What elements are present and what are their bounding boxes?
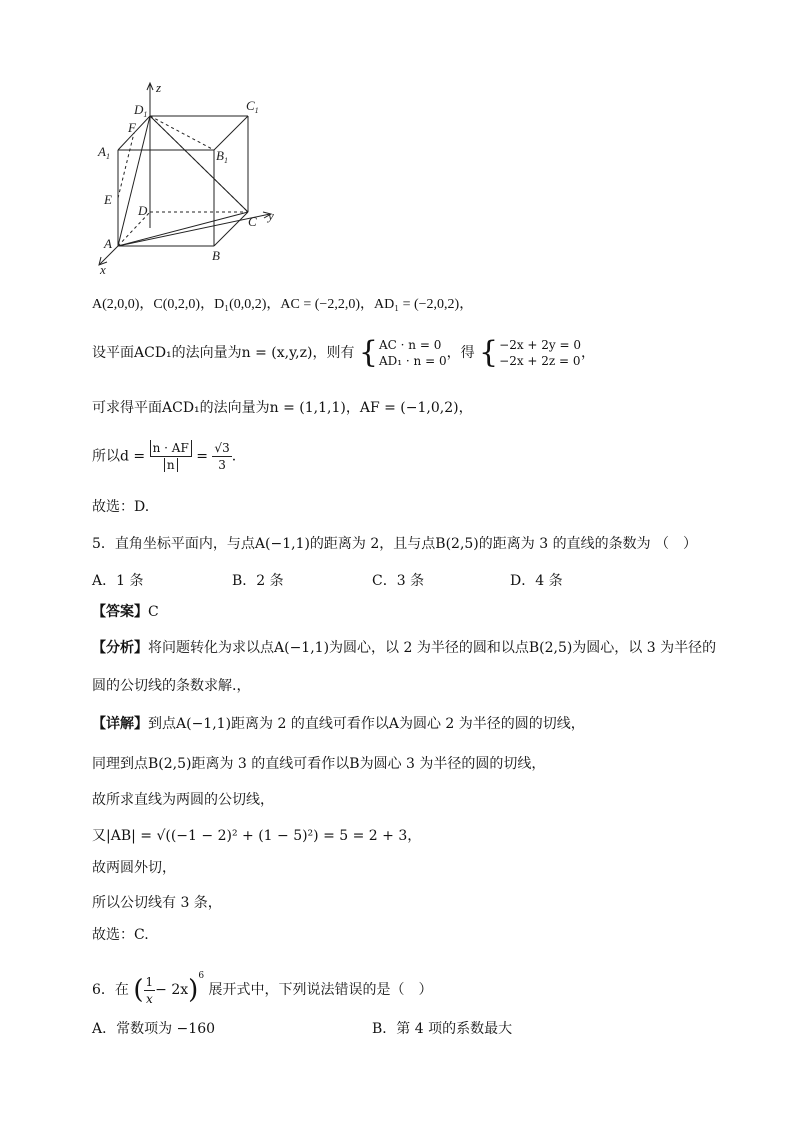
label-D: D [138, 203, 148, 218]
detail-line-2: 同理到点B(2,5)距离为 3 的直线可看作以B为圆心 3 为半径的圆的切线， [92, 756, 546, 772]
dashed-D1-B1 [150, 116, 214, 150]
dashed-E-F [118, 133, 134, 198]
analysis-line-1: 【分析】将问题转化为求以点A(−1,1)为圆心，以 2 为半径的圆和以点B(2,5)为圆心，以 3 为半径的 [92, 640, 717, 656]
answer-tag: 【答案】 [92, 604, 148, 620]
label-C1: $C_1$ [246, 98, 259, 115]
q4-choice: 故选：D. [92, 499, 150, 515]
normal-end: ， [581, 345, 596, 361]
label-B: B [212, 248, 220, 263]
distance-line: 所以d = $\frac{n \cdot AF}{n}$ = $\frac{√3}{3}$ . [92, 441, 237, 472]
analysis-line-2: 圆的公切线的条数求解.， [92, 678, 251, 694]
coords-line: A(2,0,0)，C(0,2,0)，D₁(0,0,2)，AC = (−2,2,0)，AD₁ = (−2,0,2)， [92, 297, 474, 312]
label-z: z [156, 80, 162, 95]
detail-line-4: 又|AB| = √((−1 − 2)² + (1 − 5)²) = 5 = 2 + 3， [92, 828, 422, 844]
q6-power: 6 [198, 971, 205, 981]
detail-tag: 【详解】 [92, 716, 148, 732]
answer-value: C [148, 604, 159, 620]
cube-diagram [92, 78, 292, 278]
label-A: A [104, 236, 112, 251]
q6-left-paren: ( [133, 975, 144, 1005]
label-F: F [128, 120, 136, 135]
q6-option-a: A．常数项为 −160 [92, 1021, 216, 1037]
q5-option-a: A．1 条 [92, 573, 144, 589]
label-y: y [268, 208, 274, 223]
analysis-tag: 【分析】 [92, 640, 148, 656]
edge-B-C [214, 212, 248, 246]
q5-choice: 故选：C. [92, 927, 149, 943]
distance-fraction: $\frac{n \cdot AF}{n}$ [150, 440, 192, 473]
normal-result-line: 可求得平面ACD₁的法向量为n = (1,1,1)，AF = (−1,0,2)， [92, 400, 473, 416]
distance-value: $\frac{√3}{3}$ [214, 441, 230, 472]
detail-line-5: 故两圆外切， [92, 860, 176, 876]
label-x: x [100, 262, 106, 277]
q5-option-d: D．4 条 [510, 573, 563, 589]
q5-stem: 5．直角坐标平面内，与点A(−1,1)的距离为 2，且与点B(2,5)的距离为 3 的直线的条数为 （ ） [92, 536, 698, 552]
normal-get: ，得 [446, 345, 475, 361]
q6-fraction: $\frac{1}{x}$ [145, 974, 154, 1006]
equation-system: −2x + 2y = 0 −2x + 2z = 0 [499, 338, 582, 368]
detail-line-6: 所以公切线有 3 条， [92, 895, 222, 911]
q5-option-b: B．2 条 [232, 573, 284, 589]
q5-option-c: C．3 条 [372, 573, 425, 589]
segment-A-D1 [118, 116, 150, 246]
detail-line-1: 【详解】到点A(−1,1)距离为 2 的直线可看作以A为圆心 2 为半径的圆的切线， [92, 716, 585, 732]
label-B1: $B_1$ [216, 148, 228, 165]
system-brace: { [358, 335, 378, 370]
answer-line [92, 602, 159, 622]
q6-stem: 6．在 ( $\frac{1}{x}$ − 2x)$^6$ 展开式中，下列说法错误的是（ ） [92, 971, 433, 1006]
equation-brace: { [479, 335, 499, 370]
q6-option-b: B．第 4 项的系数最大 [372, 1021, 513, 1037]
normal-system: AC · n = 0 AD₁ · n = 0 [379, 338, 447, 368]
normal-vector-line [92, 337, 595, 369]
q6-right-paren: ) [188, 975, 199, 1005]
detail-line-3: 故所求直线为两圆的公切线， [92, 792, 274, 808]
label-E: E [104, 192, 112, 207]
edge-B1-C1 [214, 116, 248, 150]
label-C: C [248, 214, 257, 229]
label-A1: $A_1$ [98, 144, 110, 161]
normal-intro: 设平面ACD₁的法向量为n = (x,y,z)，则有 [92, 345, 355, 361]
label-D1: $D_1$ [134, 102, 148, 119]
